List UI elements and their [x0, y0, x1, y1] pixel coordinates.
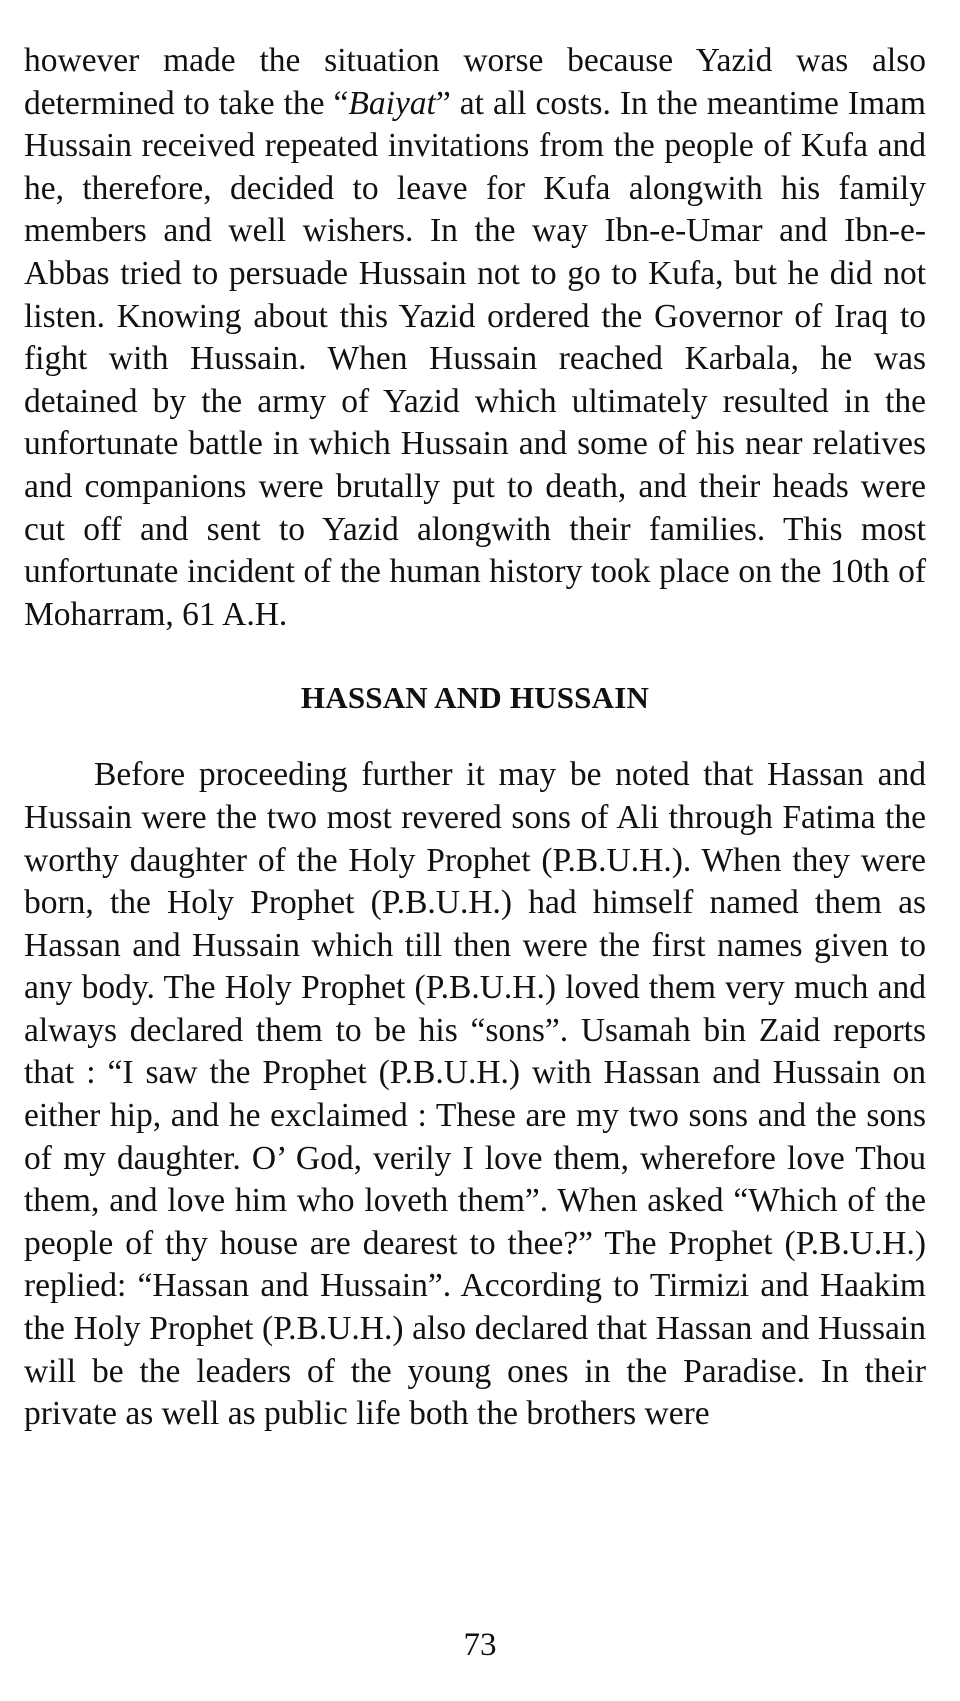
paragraph-karbala: [24, 40, 926, 636]
paragraph-hassan-hussain: Before proceeding further it may be noted that Hassan and Hussain were the two most revered sons of Ali through Fatima the worthy daughter of the Holy Prophet (P.B.U.H.). When they were born, the Holy Prophet (P.B.U.H.) had himself named them as Hassan and Hussain which till then were the first names given to any body. The Holy Prophet (P.B.U.H.) loved them very much and always declared them to be his “sons”. Usamah bin Zaid reports that : “I saw the Prophet (P.B.U.H.) with Hassan and Hussain on either hip, and he exclaimed : These are my two sons and the sons of my daughter. O’ God, verily I love them, wherefore love Thou them, and love him who loveth them”. When asked “Which of the people of thy house are dearest to thee?” The Prophet (P.B.U.H.) replied: “Hassan and Hussain”. According to Tirmizi and Haakim the Holy Prophet (P.B.U.H.) also declared that Hassan and Hussain will be the leaders of the young ones in the Paradise. In their private as well as public life both the brothers were: [24, 756, 926, 1433]
page-number: 73: [463, 1627, 497, 1663]
baiyat-italic-term: Baiyat: [348, 84, 436, 122]
section-heading: HASSAN AND HUSSAIN: [300, 680, 650, 716]
paragraph-karbala-text-start: however made the situation worse because Yazid was also determined to take the “: [24, 42, 926, 122]
page-body: [24, 40, 926, 1436]
paragraph-karbala-text-end: ” at all costs. In the meantime Imam Hussain received repeated invitations from the people of Kufa and he, therefore, decided to leave for Kufa alongwith his family members and well wishers. In the way Ibn-e-Umar and Ibn-e-Abbas tried to persuade Hussain not to go to Kufa, but he did not listen. Knowing about this Yazid ordered the Governor of Iraq to fight with Hussain. When Hussain reached Karbala, he was detained by the army of Yazid which ultimately resulted in the unfortunate battle in which Hussain and some of his near relatives and companions were brutally put to death, and their heads were cut off and sent to Yazid alongwith their families. This most unfortunate incident of the human history took place on the 10th of Moharram, 61 A.H.: [24, 84, 926, 633]
